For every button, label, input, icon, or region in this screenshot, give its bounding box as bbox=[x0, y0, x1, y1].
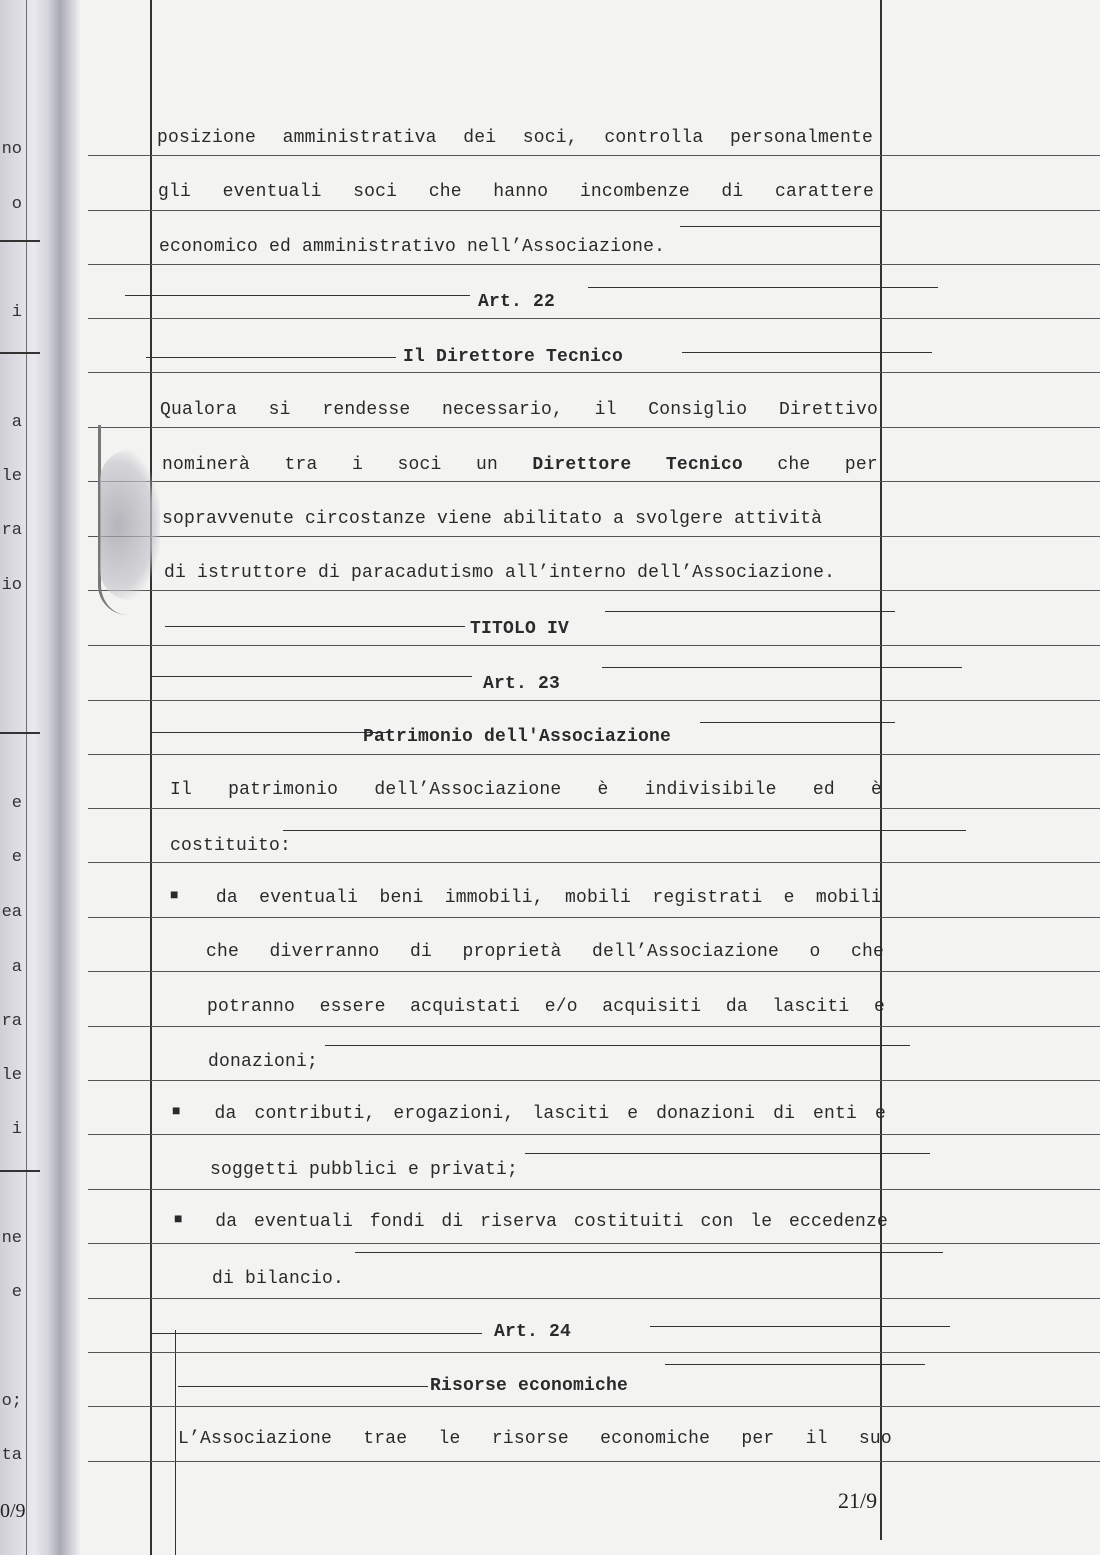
fill-dash bbox=[283, 830, 966, 831]
prev-fragment: ra bbox=[1, 521, 22, 540]
prev-fragment: i bbox=[11, 1120, 22, 1139]
article-23-title: Patrimonio dell'Associazione bbox=[363, 727, 672, 747]
text-line-5: nominerà tra i soci un Direttore Tecnico che per bbox=[162, 455, 878, 475]
right-margin-line bbox=[880, 0, 882, 1540]
ruled-line bbox=[88, 1461, 1100, 1462]
bullet-3-line-1: ■ da eventuali fondi di riserva costituiti con le eccedenze bbox=[174, 1212, 888, 1232]
previous-page-edge bbox=[0, 0, 80, 1555]
page-number: 21/9 bbox=[838, 1488, 878, 1513]
fill-dash bbox=[680, 226, 880, 227]
ruled-line bbox=[88, 210, 1100, 211]
bullet-1-line-1: ■ da eventuali beni immobili, mobili registrati e mobili bbox=[170, 888, 882, 908]
fill-dash bbox=[146, 357, 396, 358]
prev-fragment: o; bbox=[1, 1392, 22, 1411]
bullet-mark: ■ bbox=[172, 1104, 181, 1120]
ruled-line bbox=[88, 372, 1100, 373]
text-line-3: economico ed amministrativo nell’Associazione. bbox=[159, 237, 666, 257]
fill-dash bbox=[178, 1386, 428, 1387]
text-line-2: gli eventuali soci che hanno incombenze di carattere bbox=[158, 182, 874, 202]
text-line-7: di istruttore di paracadutismo all’interno dell’Associazione. bbox=[164, 563, 836, 583]
prev-fragment: ta bbox=[1, 1446, 22, 1465]
text-line-4: Qualora si rendesse necessario, il Consiglio Direttivo bbox=[160, 400, 878, 420]
fill-dash bbox=[700, 722, 895, 723]
fill-dash bbox=[682, 352, 932, 353]
fill-dash bbox=[165, 626, 465, 627]
bullet-2-line-2: soggetti pubblici e privati; bbox=[210, 1160, 519, 1180]
ruled-line bbox=[88, 590, 1100, 591]
prev-fragment: a bbox=[11, 413, 22, 432]
text-line-10: L’Associazione trae le risorse economiche per il suo bbox=[178, 1429, 892, 1449]
bullet-mark: ■ bbox=[174, 1212, 183, 1228]
fill-dash bbox=[125, 295, 470, 296]
article-22-title: Il Direttore Tecnico bbox=[403, 347, 624, 367]
left-margin-line bbox=[150, 0, 152, 1555]
ruled-line bbox=[88, 1134, 1100, 1135]
fill-dash bbox=[150, 732, 390, 733]
prev-fragment: i bbox=[11, 303, 22, 322]
ruled-line bbox=[88, 917, 1100, 918]
seal-stamp-emblem bbox=[100, 450, 160, 600]
ruled-line bbox=[88, 862, 1100, 863]
fill-dash bbox=[525, 1153, 930, 1154]
prev-mark bbox=[0, 240, 40, 242]
article-24-title: Risorse economiche bbox=[430, 1376, 629, 1396]
article-24-heading: Art. 24 bbox=[494, 1322, 572, 1342]
ruled-line bbox=[88, 1080, 1100, 1081]
ruled-line bbox=[88, 318, 1100, 319]
fill-dash bbox=[588, 287, 938, 288]
ruled-line bbox=[88, 427, 1100, 428]
bullet-mark: ■ bbox=[170, 888, 179, 904]
ruled-line bbox=[88, 971, 1100, 972]
ruled-line bbox=[88, 754, 1100, 755]
fill-dash bbox=[325, 1045, 910, 1046]
prev-fragment: ra bbox=[1, 1012, 22, 1031]
prev-fragment: le bbox=[1, 467, 22, 486]
prev-page-margin-line bbox=[26, 0, 27, 1555]
prev-fragment: e bbox=[11, 848, 22, 867]
ruled-line bbox=[88, 1406, 1100, 1407]
fill-dash bbox=[665, 1364, 925, 1365]
prev-mark bbox=[0, 352, 40, 354]
ruled-line bbox=[88, 808, 1100, 809]
prev-mark bbox=[0, 732, 40, 734]
prev-fragment: le bbox=[1, 1066, 22, 1085]
ruled-line bbox=[88, 645, 1100, 646]
prev-fragment: ne bbox=[1, 1229, 22, 1248]
prev-fragment: e bbox=[11, 794, 22, 813]
bullet-1-line-3: potranno essere acquistati e/o acquisiti da lasciti e bbox=[207, 997, 885, 1017]
text-line-1: posizione amministrativa dei soci, controlla personalmente bbox=[157, 128, 873, 148]
bullet-1-line-2: che diverranno di proprietà dell’Associazione o che bbox=[206, 942, 884, 962]
prev-fragment: no bbox=[1, 140, 22, 159]
ruled-line bbox=[88, 536, 1100, 537]
prev-fragment: a bbox=[11, 958, 22, 977]
ruled-line bbox=[88, 1189, 1100, 1190]
text-line-6: sopravvenute circostanze viene abilitato a svolgere attività bbox=[162, 509, 823, 529]
fill-dash bbox=[605, 611, 895, 612]
prev-fragment: o bbox=[11, 195, 22, 214]
text-line-8: Il patrimonio dell’Associazione è indivisibile ed è bbox=[170, 780, 882, 800]
fill-dash bbox=[650, 1326, 950, 1327]
prev-mark bbox=[0, 1170, 40, 1172]
bullet-3-line-2: di bilancio. bbox=[212, 1269, 345, 1289]
bullet-1-line-4: donazioni; bbox=[208, 1052, 319, 1072]
prev-page-number: 0/9 bbox=[0, 1500, 26, 1522]
ruled-line bbox=[88, 1298, 1100, 1299]
ruled-line bbox=[88, 155, 1100, 156]
text-line-9: costituito: bbox=[170, 836, 292, 856]
ruled-line bbox=[88, 1352, 1100, 1353]
ruled-line bbox=[88, 1243, 1100, 1244]
inner-margin-line bbox=[175, 1330, 176, 1555]
fill-dash bbox=[355, 1252, 943, 1253]
ruled-line bbox=[88, 264, 1100, 265]
ruled-line bbox=[88, 700, 1100, 701]
article-22-heading: Art. 22 bbox=[478, 292, 556, 312]
prev-fragment: ea bbox=[1, 903, 22, 922]
bullet-2-line-1: ■ da contributi, erogazioni, lasciti e donazioni di enti e bbox=[172, 1104, 886, 1124]
titolo-heading: TITOLO IV bbox=[470, 619, 570, 639]
prev-fragment: e bbox=[11, 1283, 22, 1302]
prev-fragment: io bbox=[1, 576, 22, 595]
ruled-line bbox=[88, 1026, 1100, 1027]
article-23-heading: Art. 23 bbox=[483, 674, 561, 694]
fill-dash bbox=[152, 1333, 482, 1334]
ruled-line bbox=[88, 481, 1100, 482]
fill-dash bbox=[152, 676, 472, 677]
fill-dash bbox=[602, 667, 962, 668]
